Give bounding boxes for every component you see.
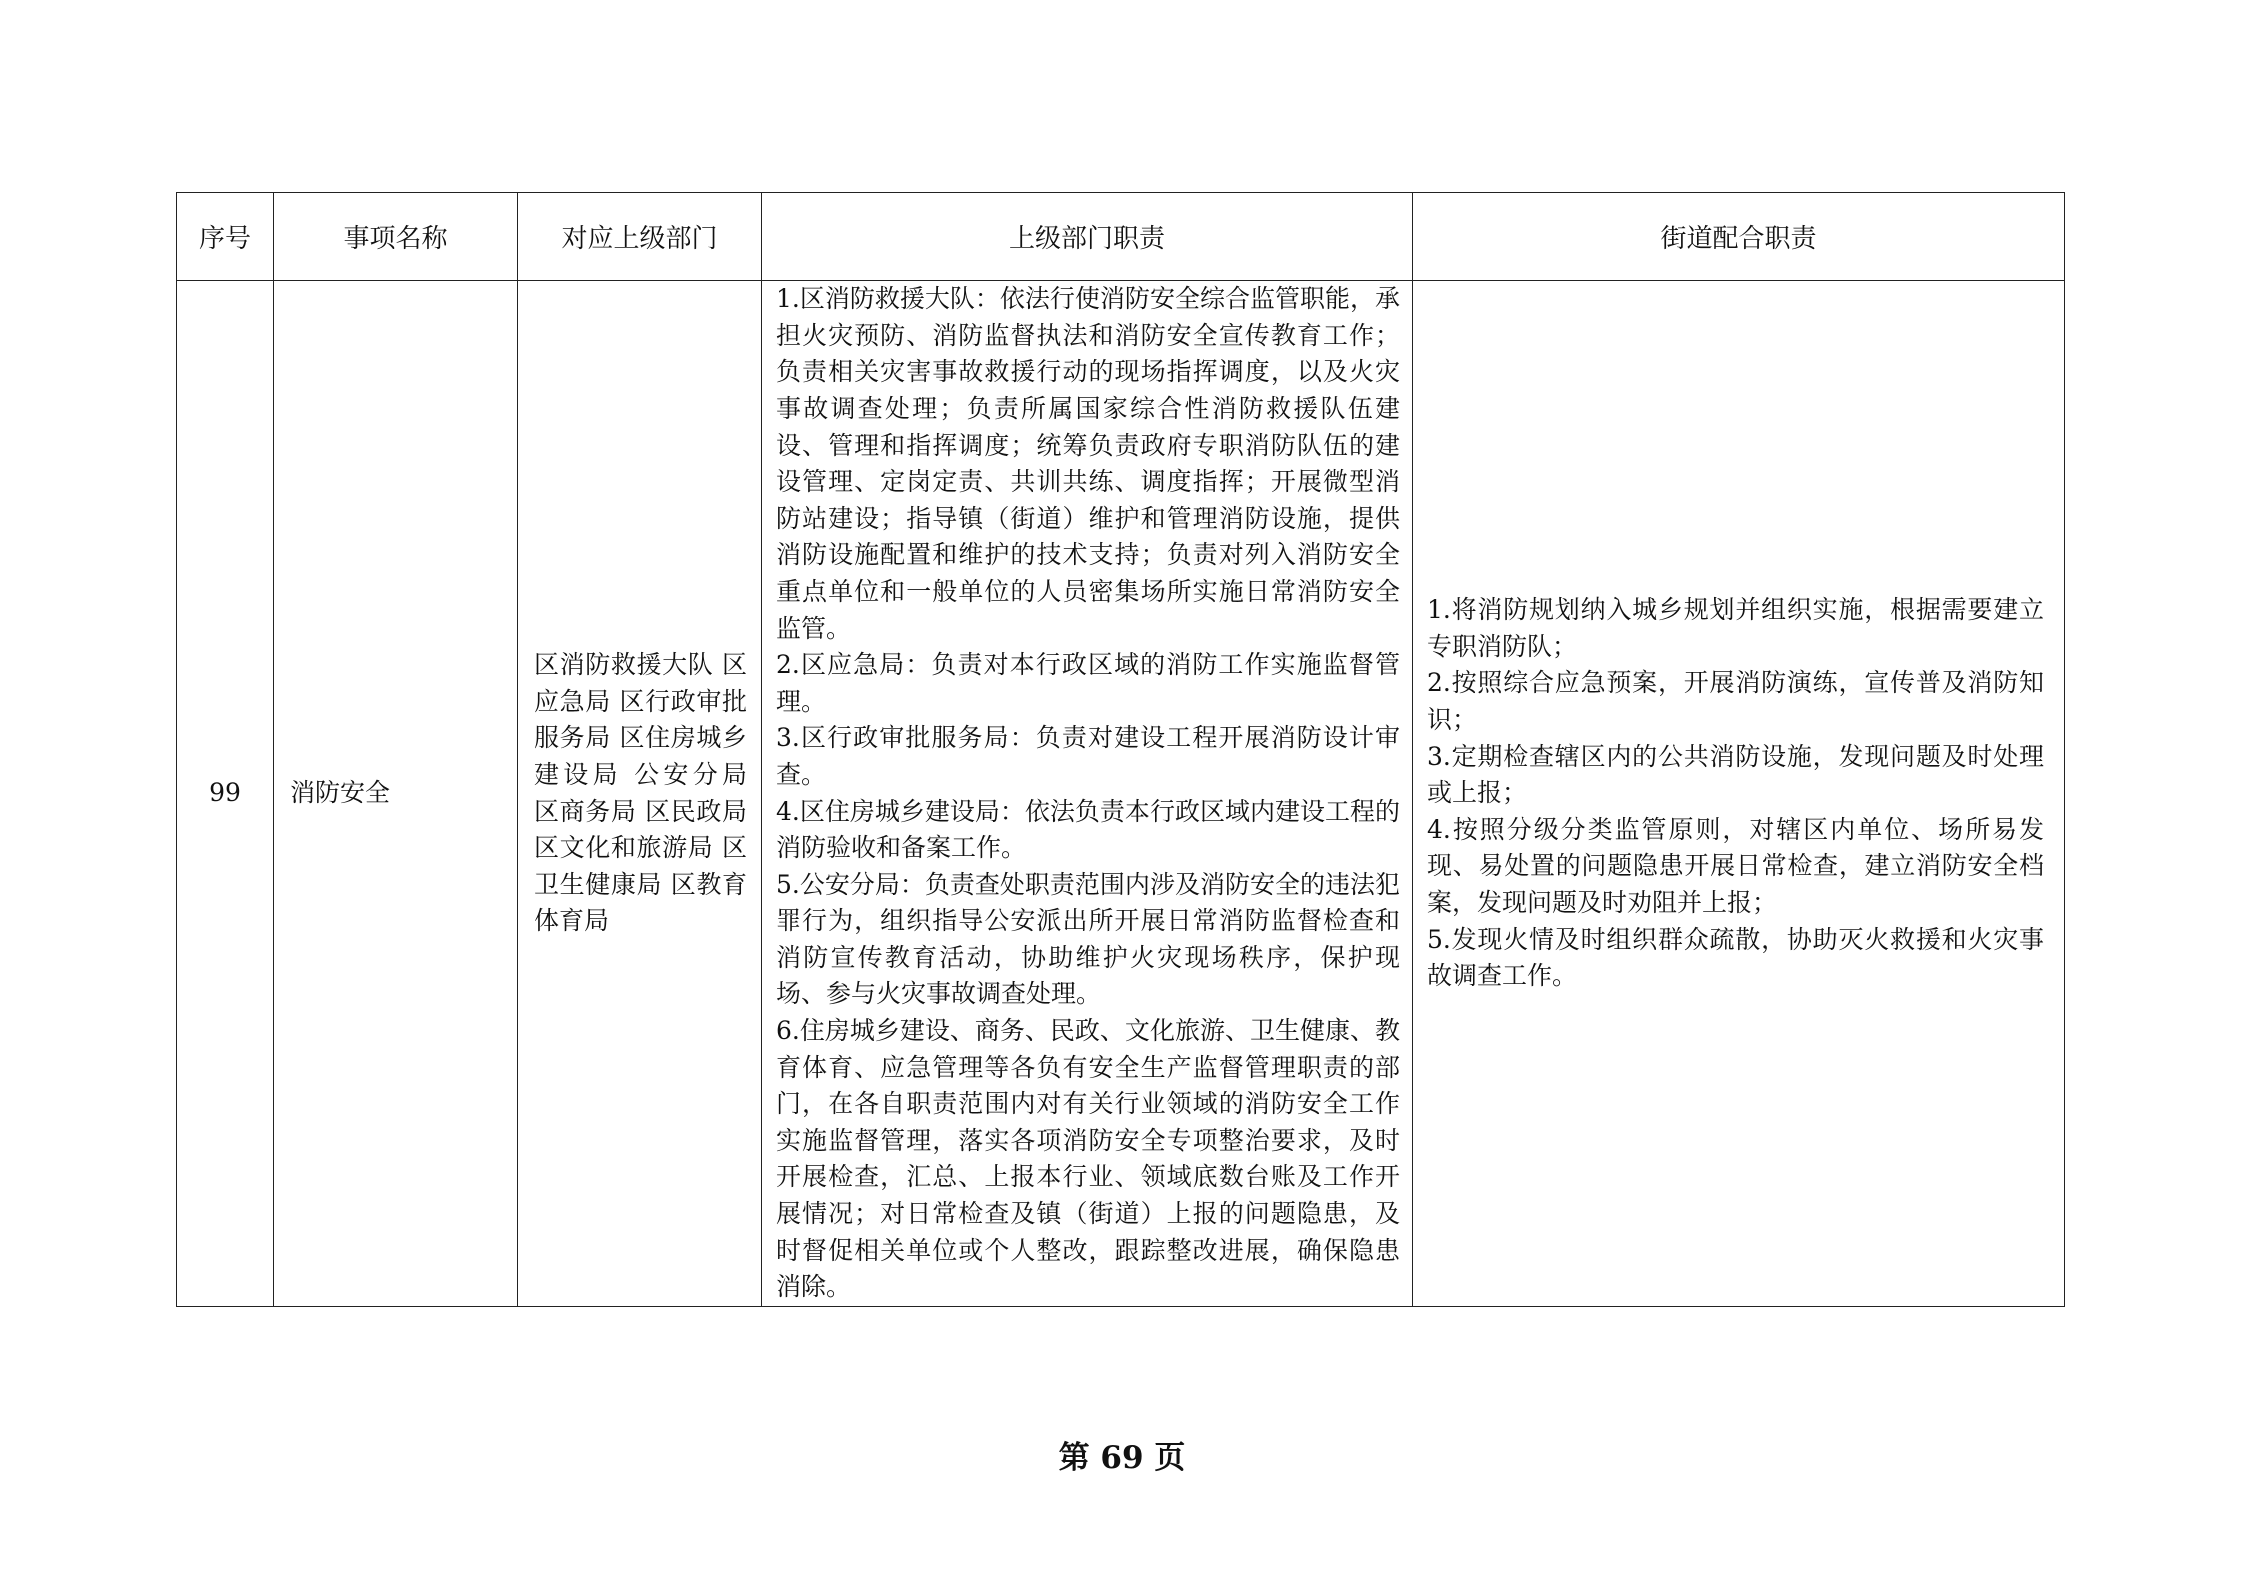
table-header-row bbox=[177, 193, 2065, 281]
street-duty-list bbox=[1427, 592, 2044, 995]
street-duty-item: 5.发现火情及时组织群众疏散，协助灭火救援和火灾事故调查工作。 bbox=[1427, 924, 2044, 991]
page-number: 第 69 页 bbox=[1058, 1440, 1186, 1476]
header-upper-dept: 对应上级部门 bbox=[518, 193, 762, 281]
street-duty-item: 2.按照综合应急预案，开展消防演练，宣传普及消防知识； bbox=[1427, 668, 2044, 735]
header-item-name: 事项名称 bbox=[274, 193, 518, 281]
upper-duty-list bbox=[776, 281, 1400, 1306]
header-no: 序号 bbox=[177, 193, 274, 281]
upper-duty-item: 6.住房城乡建设、商务、民政、文化旅游、卫生健康、教育体育、应急管理等各负有安全生产监督管理职责的部门，在各自职责范围内对有关行业领域的消防安全工作实施监督管理，落实各项消防安全专项整治要求，及时开展检查，汇总、上报本行业、领域底数台账及工作开展情况；对日常检查及镇（街道）上报的问题隐患，及时督促相关单位或个人整改，跟踪整改进展，确保隐患消除。 bbox=[776, 1016, 1400, 1302]
upper-duty-item: 1.区消防救援大队：依法行使消防安全综合监管职能，承担火灾预防、消防监督执法和消防安全宣传教育工作；负责相关灾害事故救援行动的现场指挥调度，以及火灾事故调查处理；负责所属国家综合性消防救援队伍建设、管理和指挥调度；统筹负责政府专职消防队伍的建设管理、定岗定责、共训共练、调度指挥；开展微型消防站建设；指导镇（街道）维护和管理消防设施，提供消防设施配置和维护的技术支持；负责对列入消防安全重点单位和一般单位的人员密集场所实施日常消防安全监管。 bbox=[776, 284, 1400, 643]
duty-table bbox=[176, 192, 2065, 1307]
cell-street-duty bbox=[1413, 281, 2065, 1307]
street-duty-item: 1.将消防规划纳入城乡规划并组织实施，根据需要建立专职消防队； bbox=[1427, 595, 2044, 661]
header-upper-duty: 上级部门职责 bbox=[762, 193, 1413, 281]
cell-item-name: 消防安全 bbox=[274, 281, 518, 1307]
table-row bbox=[177, 281, 2065, 1307]
upper-duty-item: 2.区应急局：负责对本行政区域的消防工作实施监督管理。 bbox=[776, 650, 1400, 716]
cell-no: 99 bbox=[177, 281, 274, 1307]
cell-upper-duty bbox=[762, 281, 1413, 1307]
upper-duty-item: 4.区住房城乡建设局：依法负责本行政区域内建设工程的消防验收和备案工作。 bbox=[776, 796, 1400, 863]
header-street-duty: 街道配合职责 bbox=[1413, 193, 2065, 281]
upper-duty-item: 3.区行政审批服务局：负责对建设工程开展消防设计审查。 bbox=[776, 723, 1400, 789]
street-duty-item: 4.按照分级分类监管原则，对辖区内单位、场所易发现、易处置的问题隐患开展日常检查，建立消防安全档案，发现问题及时劝阻并上报； bbox=[1427, 814, 2044, 917]
upper-dept-text: 区消防救援大队 区应急局 区行政审批服务局 区住房城乡建设局 公安分局 区商务局 区民政局 区文化和旅游局 区卫生健康局 区教育体育局 bbox=[534, 650, 747, 936]
street-duty-item: 3.定期检查辖区内的公共消防设施，发现问题及时处理或上报； bbox=[1427, 741, 2044, 808]
cell-upper-dept bbox=[518, 281, 762, 1307]
upper-duty-item: 5.公安分局：负责查处职责范围内涉及消防安全的违法犯罪行为，组织指导公安派出所开展日常消防监督检查和消防宣传教育活动，协助维护火灾现场秩序，保护现场、参与火灾事故调查处理。 bbox=[776, 869, 1400, 1009]
